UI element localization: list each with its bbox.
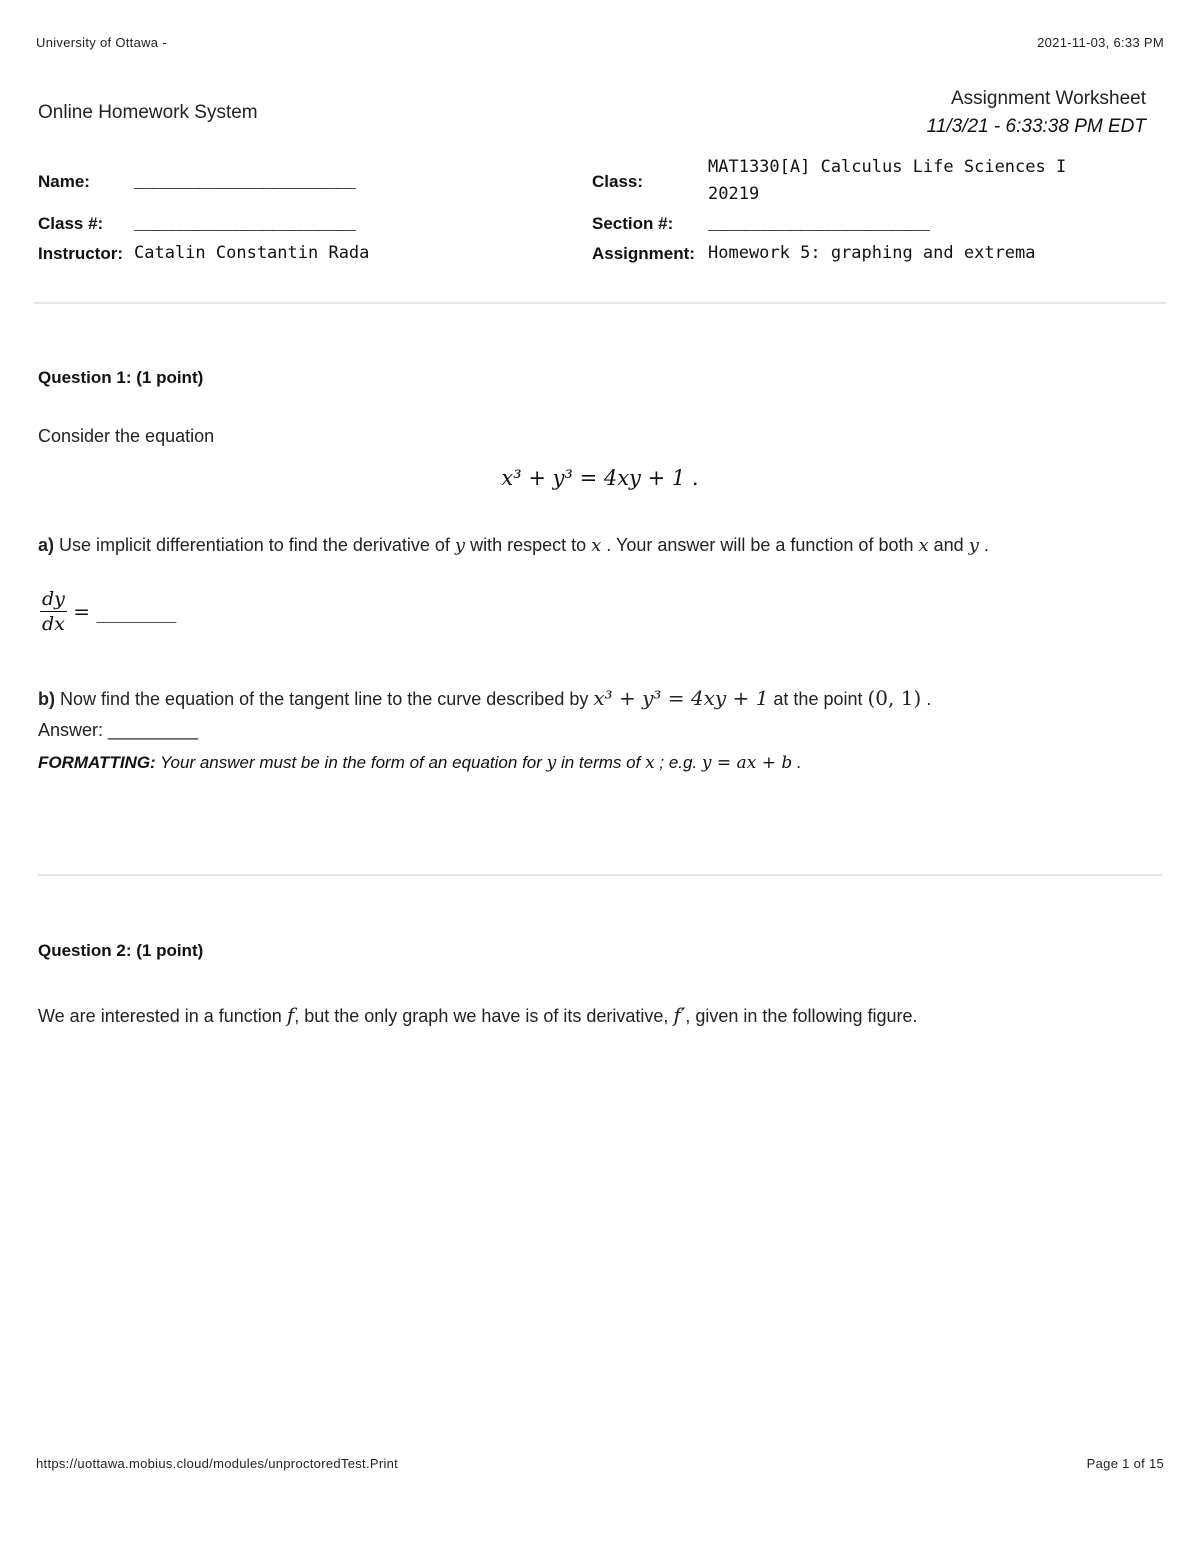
part-b-label: b) <box>38 689 55 709</box>
question-1-equation: x³ + y³ = 4xy + 1 . <box>501 466 699 490</box>
part-a-var-y: y <box>454 535 466 556</box>
formatting-var-y: y <box>546 753 557 773</box>
answer-label: Answer: <box>38 720 104 740</box>
part-a-text-5: . <box>978 535 989 555</box>
print-header-right: 2021-11-03, 6:33 PM <box>1037 35 1164 50</box>
formatting-label: FORMATTING: <box>38 753 156 772</box>
section-label: Section #: <box>592 214 674 233</box>
answer-line <box>38 720 198 741</box>
worksheet-title: Assignment Worksheet <box>950 88 1146 109</box>
answer-blank: _________ <box>103 720 199 740</box>
formatting-var-x: x <box>645 753 655 773</box>
part-b-point: (0, 1) <box>867 686 922 710</box>
question-2-title: Question 2: (1 point) <box>38 941 204 960</box>
part-a-label: a) <box>38 535 55 555</box>
worksheet-datetime: 11/3/21 - 6:33:38 PM EDT <box>926 116 1146 137</box>
part-a-text-1: Use implicit differentiation to find the derivative of <box>54 535 455 555</box>
formatting-text-2: in terms of <box>556 753 646 772</box>
dx-denominator: dx <box>42 613 65 635</box>
instructor-label: Instructor: <box>38 244 123 263</box>
formatting-example: y = ax + b <box>701 753 793 773</box>
part-b-text-3: . <box>921 689 932 709</box>
question-2-text-1: We are interested in a function <box>38 1006 287 1026</box>
part-a-var-y2: y <box>968 535 979 556</box>
formatting-note <box>38 753 802 773</box>
class-value-line2: 20219 <box>708 184 760 204</box>
section-blank: ________________________ <box>708 216 929 235</box>
part-b-text-2: at the point <box>768 689 868 709</box>
question-2-text-2: , but the only graph we have is of its derivative, <box>294 1006 674 1026</box>
part-a-text <box>38 535 989 556</box>
question-1-intro: Consider the equation <box>38 426 215 446</box>
part-b-equation: x³ + y³ = 4xy + 1 <box>593 686 769 710</box>
part-a-text-4: and <box>928 535 969 555</box>
class-value-line1: MAT1330[A] Calculus Life Sciences I <box>708 157 1067 177</box>
derivative-fraction <box>40 588 67 635</box>
question-2-text-3: , given in the following figure. <box>685 1006 918 1026</box>
system-name: Online Homework System <box>38 102 258 123</box>
print-footer-url: https://uottawa.mobius.cloud/modules/unproctoredTest.Print <box>36 1456 399 1471</box>
formatting-text-3: ; e.g. <box>654 753 702 772</box>
assignment-label: Assignment: <box>592 244 695 263</box>
print-header-left: University of Ottawa - <box>36 35 167 50</box>
divider <box>34 302 1166 304</box>
formatting-text-4: . <box>792 753 802 772</box>
class-number-blank: ________________________ <box>134 216 355 235</box>
class-label: Class: <box>592 172 644 191</box>
question-2-var-fprime: f′ <box>673 1003 686 1027</box>
derivative-blank: = ________ <box>66 599 177 624</box>
assignment-value: Homework 5: graphing and extrema <box>708 243 1036 263</box>
name-label: Name: <box>38 172 90 191</box>
derivative-answer <box>40 588 176 635</box>
instructor-value: Catalin Constantin Rada <box>134 243 370 263</box>
name-blank: ________________________ <box>134 174 355 193</box>
formatting-text-1: Your answer must be in the form of an equation for <box>155 753 547 772</box>
part-a-text-2: with respect to <box>465 535 592 555</box>
divider <box>38 874 1162 876</box>
part-b-text <box>38 686 931 710</box>
question-2-text <box>38 1003 918 1027</box>
question-2-var-f: f <box>286 1003 295 1027</box>
dy-numerator: dy <box>42 588 65 610</box>
question-1-title: Question 1: (1 point) <box>38 368 204 387</box>
part-b-text-1: Now find the equation of the tangent line to the curve described by <box>55 689 594 709</box>
part-a-text-3: . Your answer will be a function of both <box>601 535 919 555</box>
print-footer-page: Page 1 of 15 <box>1086 1456 1164 1471</box>
class-number-label: Class #: <box>38 214 104 233</box>
part-a-var-x: x <box>591 535 602 556</box>
part-a-var-x2: x <box>918 535 929 556</box>
